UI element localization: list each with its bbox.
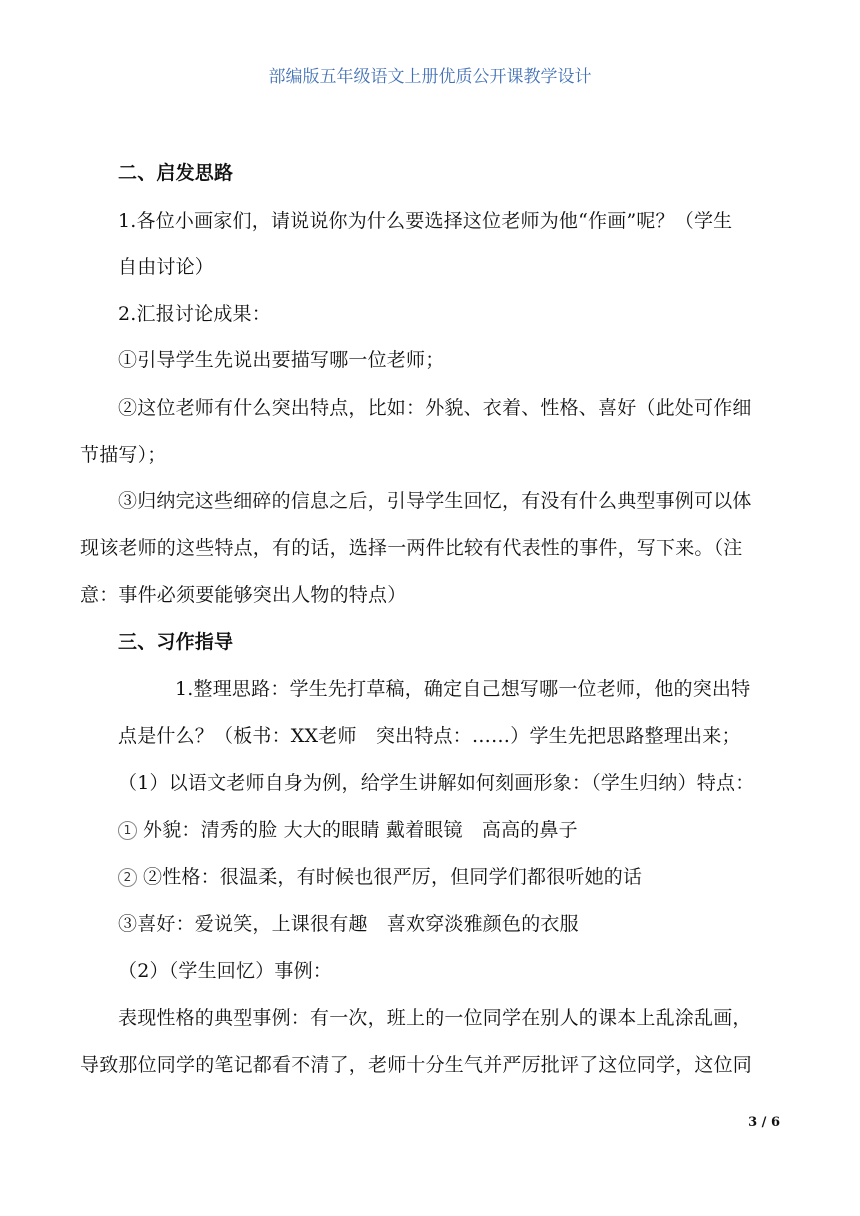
paragraph-line: ①引导学生先说出要描写哪一位老师； <box>118 349 445 371</box>
list-item-text: 外貌：清秀的脸 大大的眼睛 戴着眼镜 高高的鼻子 <box>143 819 578 841</box>
list-marker-1: 1 <box>118 821 137 840</box>
paragraph-line: 现该老师的这些特点，有的话，选择一两件比较有代表性的事件，写下来。（注 <box>80 537 743 559</box>
paragraph-line: 导致那位同学的笔记都看不清了，老师十分生气并严厉批评了这位同学，这位同 <box>80 1054 753 1076</box>
paragraph-line: 1.整理思路：学生先打草稿，确定自己想写哪一位老师，他的突出特 <box>175 678 751 700</box>
paragraph-line: 表现性格的典型事例：有一次，班上的一位同学在别人的课本上乱涂乱画， <box>118 1007 752 1029</box>
document-header: 部编版五年级语文上册优质公开课教学设计 <box>268 67 592 87</box>
page-number: 3 / 6 <box>748 1115 780 1130</box>
section-heading-2: 二、启发思路 <box>118 162 234 184</box>
paragraph-line: ③归纳完这些细碎的信息之后，引导学生回忆，有没有什么典型事例可以体 <box>118 490 752 512</box>
paragraph-line: （1）以语文老师自身为例，给学生讲解如何刻画形象：（学生归纳）特点： <box>118 772 755 794</box>
paragraph-line: 意：事件必须要能够突出人物的特点） <box>80 584 407 606</box>
paragraph-line: 点是什么？（板书：XX老师 突出特点：……）学生先把思路整理出来； <box>118 725 741 747</box>
list-marker-2: 2 <box>118 868 137 887</box>
list-item-text: ②性格：很温柔，有时候也很严厉，但同学们都很听她的话 <box>143 866 643 888</box>
paragraph-line: （2）（学生回忆）事例： <box>118 960 332 982</box>
paragraph-line <box>118 862 642 889</box>
paragraph-line <box>118 815 578 842</box>
paragraph-line: 2.汇报讨论成果： <box>118 303 271 325</box>
paragraph-line: 节描写）； <box>80 444 167 466</box>
paragraph-line: 1.各位小画家们，请说说你为什么要选择这位老师为他“作画”呢？（学生 <box>118 210 733 232</box>
paragraph-line: 自由讨论） <box>118 256 215 278</box>
paragraph-line: ②这位老师有什么突出特点，比如：外貌、衣着、性格、喜好（此处可作细 <box>118 397 752 419</box>
paragraph-line: ③喜好：爱说笑，上课很有趣 喜欢穿淡雅颜色的衣服 <box>118 913 579 935</box>
section-heading-3: 三、习作指导 <box>118 631 234 653</box>
